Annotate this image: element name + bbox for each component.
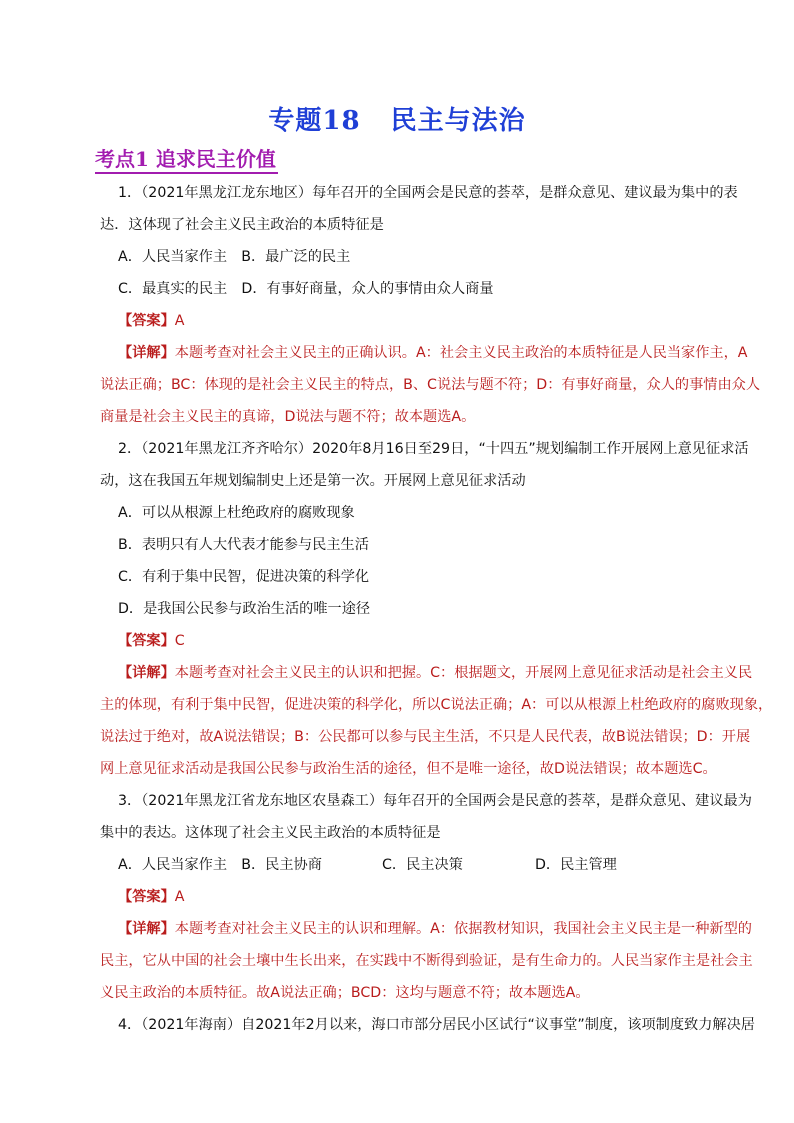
q2-option-d: D．是我国公民参与政治生活的唯一途径 xyxy=(118,601,371,617)
detail-label: 【详解】 xyxy=(118,665,175,681)
q4-stem-line-1: 4．（2021年海南）自2021年2月以来，海口市部分居民小区试行“议事堂”制度，该项制度致力解决居 xyxy=(118,1017,755,1033)
title-topic-name: 民主与法治 xyxy=(390,106,526,136)
detail-label: 【详解】 xyxy=(118,921,175,937)
q2-stem-line-1: 2．（2021年黑龙江齐齐哈尔）2020年8月16日至29日，“十四五”规划编制工作开展网上意见征求活 xyxy=(118,441,749,457)
q2-detail-line-3: 说法过于绝对，故A说法错误；B：公民都可以参与民主生活，不只是人民代表，故B说法错误；D：开展 xyxy=(100,729,751,745)
q2-option-a: A．可以从根源上杜绝政府的腐败现象 xyxy=(118,505,355,521)
page-title xyxy=(0,100,794,137)
q2-detail-line-1 xyxy=(118,663,752,683)
q3-detail-line-2: 民主，它从中国的社会土壤中生长出来，在实践中不断得到验证，是有生命力的。人民当家作主是社会主 xyxy=(100,953,753,969)
q3-option-c: C．民主决策 xyxy=(382,857,463,873)
q2-option-c: C．有利于集中民智，促进决策的科学化 xyxy=(118,569,370,585)
detail-label: 【详解】 xyxy=(118,345,175,361)
q3-detail-line-1 xyxy=(118,919,752,939)
q3-option-d: D．民主管理 xyxy=(535,857,617,873)
detail-text: 本题考查对社会主义民主的认识和理解。A：依据教材知识，我国社会主义民主是一种新型的 xyxy=(174,921,752,937)
q1-options-row-1: A．人民当家作主 B．最广泛的民主 xyxy=(118,249,351,265)
q3-stem-line-2: 集中的表达。这体现了社会主义民主政治的本质特征是 xyxy=(100,825,441,841)
answer-value: A xyxy=(174,313,185,329)
q3-answer xyxy=(118,887,184,907)
section-heading: 考点1 追求民主价值 xyxy=(95,146,278,174)
q2-option-b: B．表明只有人大代表才能参与民主生活 xyxy=(118,537,369,553)
q1-detail-line-2: 说法正确；BC：体现的是社会主义民主的特点，B、C说法与题不符；D：有事好商量，众人的事情由众人 xyxy=(100,377,761,393)
q3-options-ab: A．人民当家作主 B．民主协商 xyxy=(118,857,322,873)
q2-detail-line-4: 网上意见征求活动是我国公民参与政治生活的途径，但不是唯一途径，故D说法错误；故本题选C。 xyxy=(100,761,717,777)
q3-detail-line-3: 义民主政治的本质特征。故A说法正确；BCD：这均与题意不符；故本题选A。 xyxy=(100,985,590,1001)
q2-answer xyxy=(118,631,185,651)
answer-value: A xyxy=(174,889,185,905)
detail-text: 本题考查对社会主义民主的认识和把握。C：根据题文，开展网上意见征求活动是社会主义民 xyxy=(174,665,753,681)
q2-detail-line-2: 主的体现，有利于集中民智，促进决策的科学化，所以C说法正确；A：可以从根源上杜绝政府的腐败现象， xyxy=(100,697,773,713)
q1-stem-line-2: 达．这体现了社会主义民主政治的本质特征是 xyxy=(100,217,384,233)
answer-label: 【答案】 xyxy=(118,889,175,905)
q3-stem-line-1: 3．（2021年黑龙江省龙东地区农垦森工）每年召开的全国两会是民意的荟萃，是群众意见、建议最为 xyxy=(118,793,752,809)
q1-detail-line-3: 商量是社会主义民主的真谛，D说法与题不符；故本题选A。 xyxy=(100,409,476,425)
q1-answer xyxy=(118,311,184,331)
q1-stem-line-1: 1．（2021年黑龙江龙东地区）每年召开的全国两会是民意的荟萃，是群众意见、建议最为集中的表 xyxy=(118,185,738,201)
answer-label: 【答案】 xyxy=(118,313,175,329)
answer-value: C xyxy=(174,633,185,649)
q2-stem-line-2: 动，这在我国五年规划编制史上还是第一次。开展网上意见征求活动 xyxy=(100,473,526,489)
title-topic-number: 专题18 xyxy=(268,106,361,136)
q1-options-row-2: C．最真实的民主 D．有事好商量，众人的事情由众人商量 xyxy=(118,281,494,297)
q1-detail-line-1 xyxy=(118,343,748,363)
answer-label: 【答案】 xyxy=(118,633,175,649)
detail-text: 本题考查对社会主义民主的正确认识。A：社会主义民主政治的本质特征是人民当家作主，A xyxy=(174,345,748,361)
